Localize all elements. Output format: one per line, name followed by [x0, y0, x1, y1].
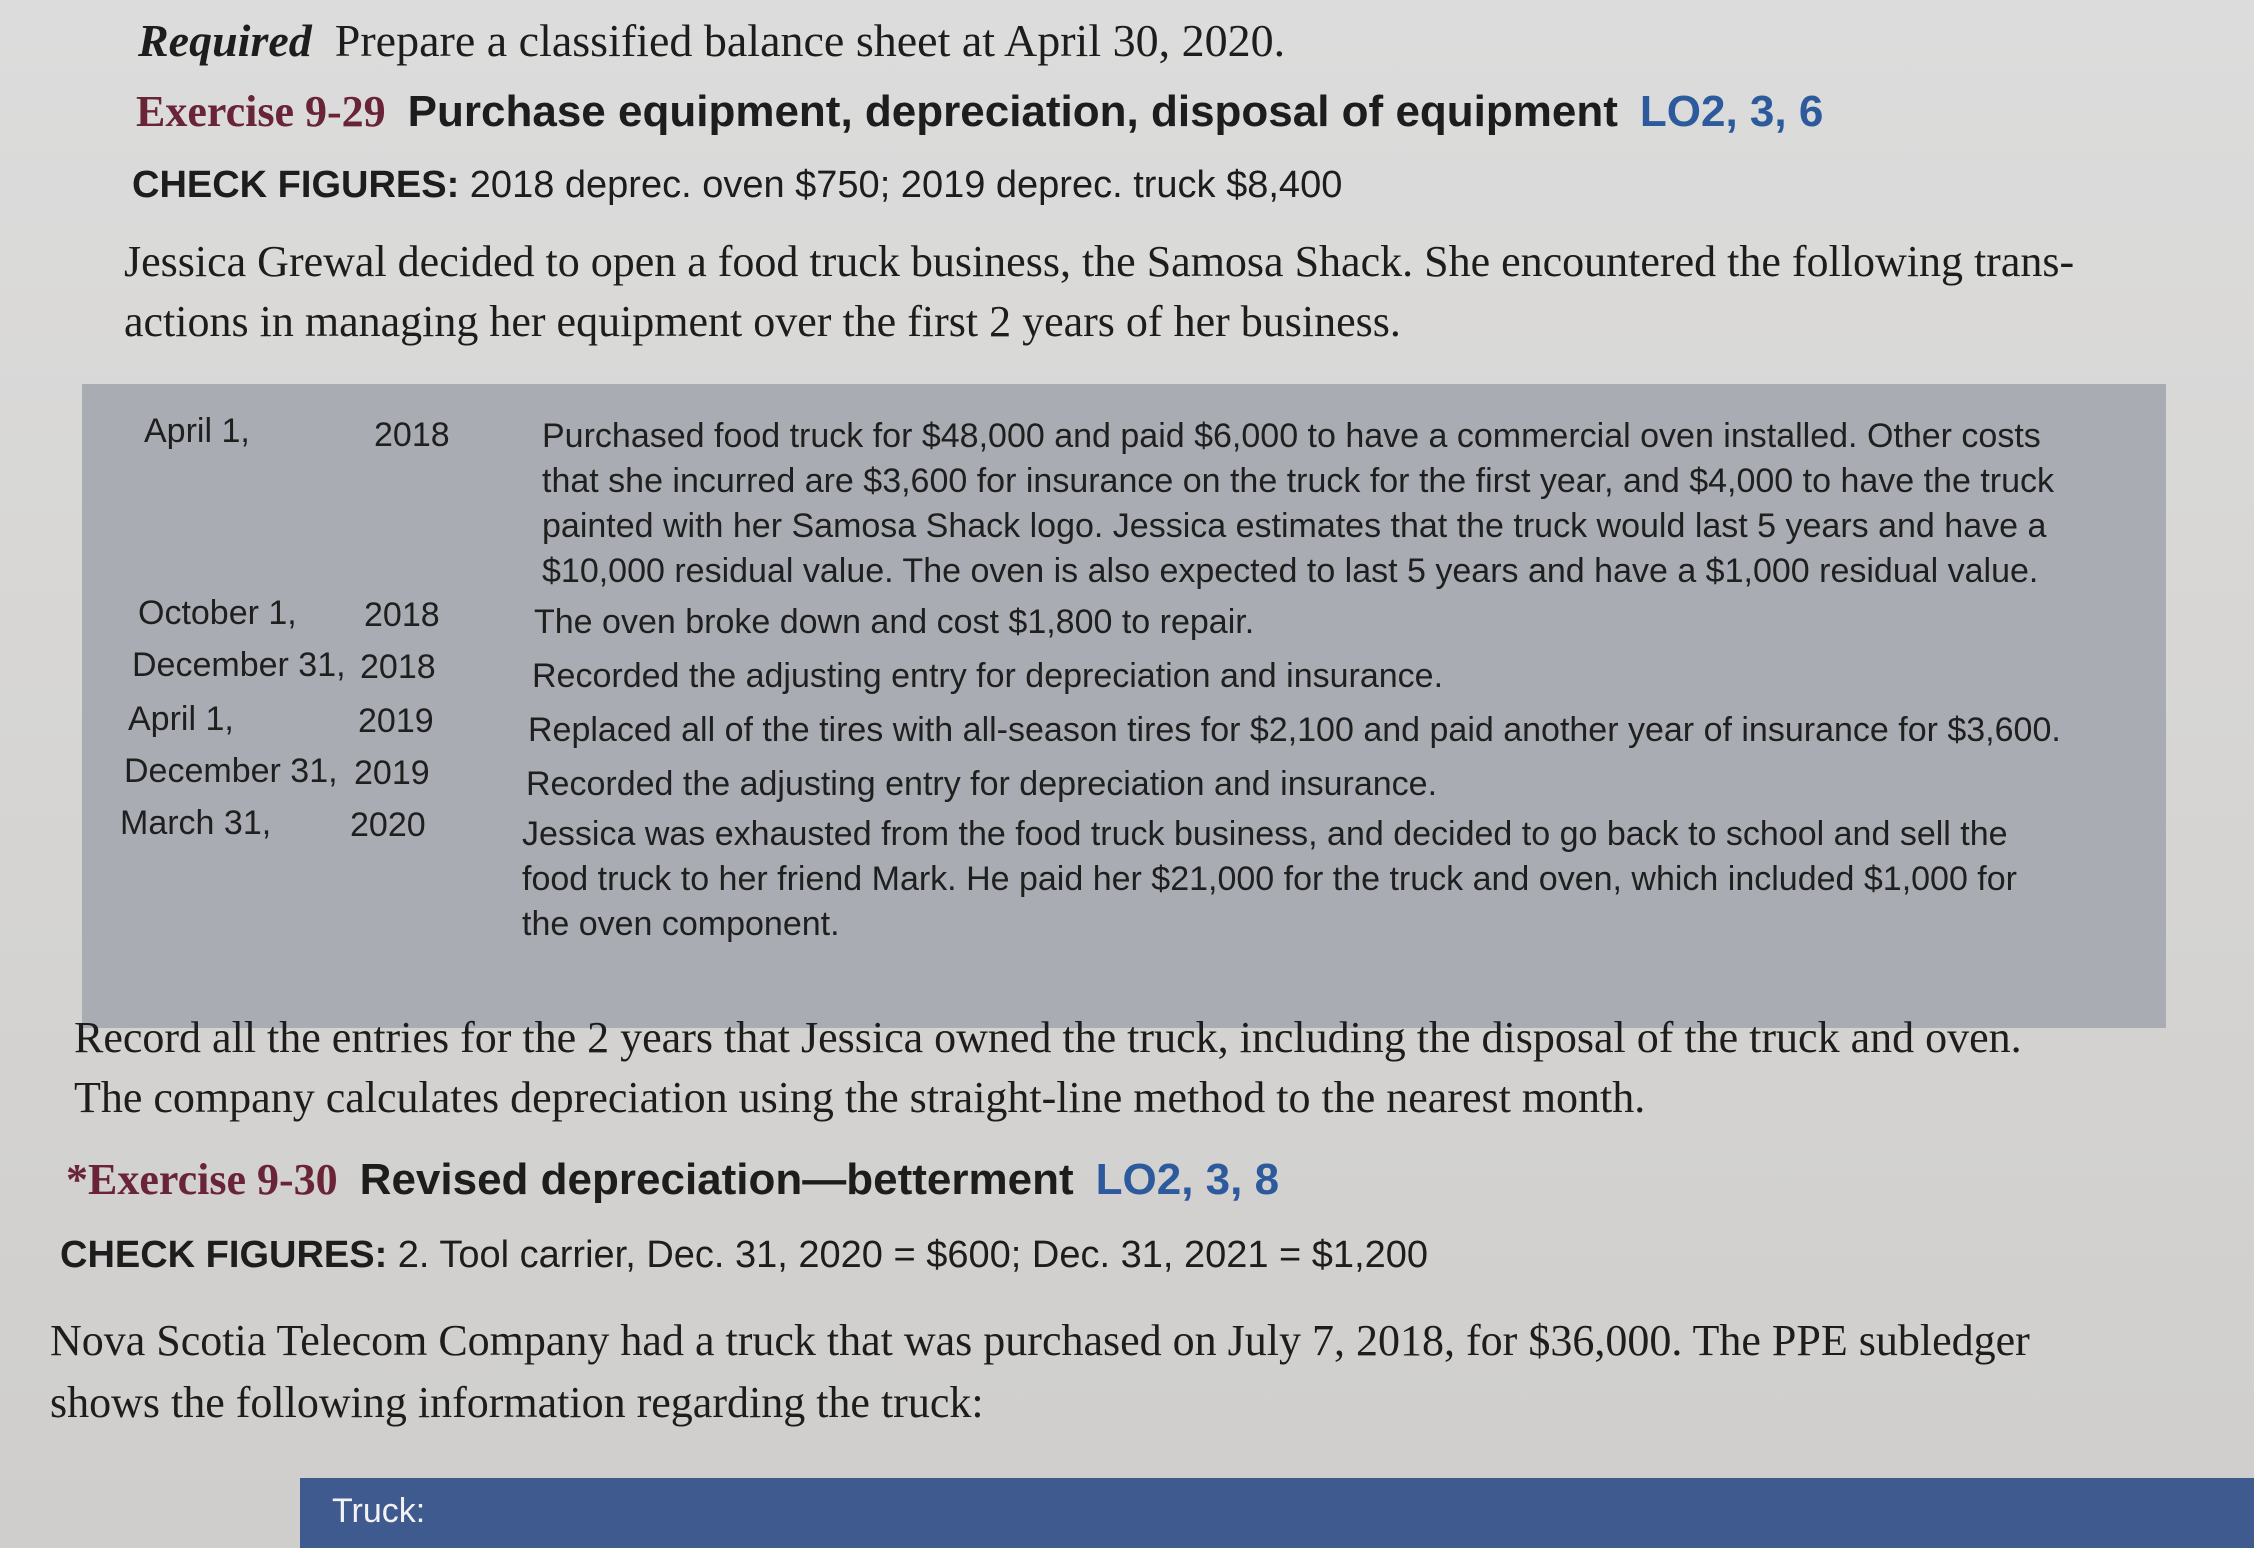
required-label: Required	[138, 15, 312, 66]
transaction-description	[532, 654, 1443, 699]
transaction-year: 2019	[358, 702, 434, 740]
transactions-table	[82, 384, 2166, 1028]
learning-objectives: LO2, 3, 8	[1095, 1155, 1280, 1204]
paragraph-line: actions in managing her equipment over the first 2 years of her business.	[124, 297, 1401, 346]
transaction-date: March 31,	[120, 804, 272, 842]
check-figures-text: 2. Tool carrier, Dec. 31, 2020 = $600; Dec. 31, 2021 = $1,200	[397, 1234, 1429, 1276]
transaction-year: 2018	[360, 648, 436, 686]
paragraph-line: Nova Scotia Telecom Company had a truck that was purchased on July 7, 2018, for $36,000. The PPE subledger	[50, 1316, 2030, 1365]
exercise-9-30-heading	[66, 1154, 1279, 1205]
transaction-year: 2018	[364, 596, 440, 634]
required-instruction	[138, 14, 1285, 67]
check-figures-text: 2018 deprec. oven $750; 2019 deprec. truck $8,400	[469, 164, 1343, 206]
exercise-9-29-heading	[136, 86, 1823, 137]
description-line: painted with her Samosa Shack logo. Jessica estimates that the truck would last 5 years and have a	[542, 507, 2047, 545]
exercise-number: Exercise 9-29	[136, 87, 386, 136]
transaction-description	[534, 600, 1254, 645]
check-figures-label: CHECK FIGURES:	[60, 1234, 388, 1276]
transaction-description	[522, 812, 2017, 947]
transaction-description	[542, 414, 2054, 594]
transaction-date: December 31,	[124, 752, 338, 790]
description-line: Recorded the adjusting entry for depreciation and insurance.	[526, 765, 1438, 803]
description-line: Jessica was exhausted from the food truck business, and decided to go back to school and sell the	[522, 815, 2008, 853]
transaction-description	[526, 762, 1437, 807]
description-line: Purchased food truck for $48,000 and paid $6,000 to have a commercial oven installed. Other costs	[542, 417, 2041, 455]
description-line: The oven broke down and cost $1,800 to repair.	[534, 603, 1255, 641]
exercise-9-30-intro	[50, 1310, 2030, 1434]
transaction-year: 2018	[374, 416, 450, 454]
description-line: that she incurred are $3,600 for insurance on the truck for the first year, and $4,000 to have the truck	[542, 462, 2055, 500]
transaction-year: 2020	[350, 806, 426, 844]
exercise-number: *Exercise 9-30	[66, 1155, 338, 1204]
description-line: the oven component.	[522, 905, 840, 943]
description-line: Replaced all of the tires with all-season tires for $2,100 and paid another year of insurance for $3,600.	[528, 711, 2061, 749]
transaction-date: October 1,	[138, 594, 297, 632]
exercise-9-29-intro	[124, 232, 2074, 352]
exercise-title: Purchase equipment, depreciation, disposal of equipment	[407, 87, 1618, 136]
learning-objectives: LO2, 3, 6	[1639, 87, 1824, 136]
transaction-date: April 1,	[144, 412, 250, 450]
paragraph-line: Jessica Grewal decided to open a food truck business, the Samosa Shack. She encountered the following trans-	[124, 237, 2075, 286]
transaction-year: 2019	[354, 754, 430, 792]
description-line: Recorded the adjusting entry for depreciation and insurance.	[532, 657, 1444, 695]
transaction-date: December 31,	[132, 646, 346, 684]
exercise-9-29-instructions	[74, 1008, 2022, 1128]
truck-table-header	[300, 1478, 2254, 1548]
required-text: Prepare a classified balance sheet at April 30, 2020.	[334, 15, 1286, 66]
description-line: $10,000 residual value. The oven is also expected to last 5 years and have a $1,000 residual value.	[542, 552, 2039, 590]
check-figures-label: CHECK FIGURES:	[132, 164, 460, 206]
paragraph-line: shows the following information regarding the truck:	[50, 1378, 984, 1427]
truck-table-label: Truck:	[332, 1492, 426, 1530]
paragraph-line: The company calculates depreciation using the straight-line method to the nearest month.	[74, 1073, 1646, 1122]
description-line: food truck to her friend Mark. He paid her $21,000 for the truck and oven, which included $1,000 for	[522, 860, 2017, 898]
exercise-title: Revised depreciation—betterment	[359, 1155, 1074, 1204]
check-figures-9-29	[132, 164, 1342, 207]
paragraph-line: Record all the entries for the 2 years that Jessica owned the truck, including the disposal of the truck and oven.	[74, 1013, 2022, 1062]
check-figures-9-30	[60, 1234, 1428, 1277]
transaction-date: April 1,	[128, 700, 234, 738]
transaction-description	[528, 708, 2061, 753]
